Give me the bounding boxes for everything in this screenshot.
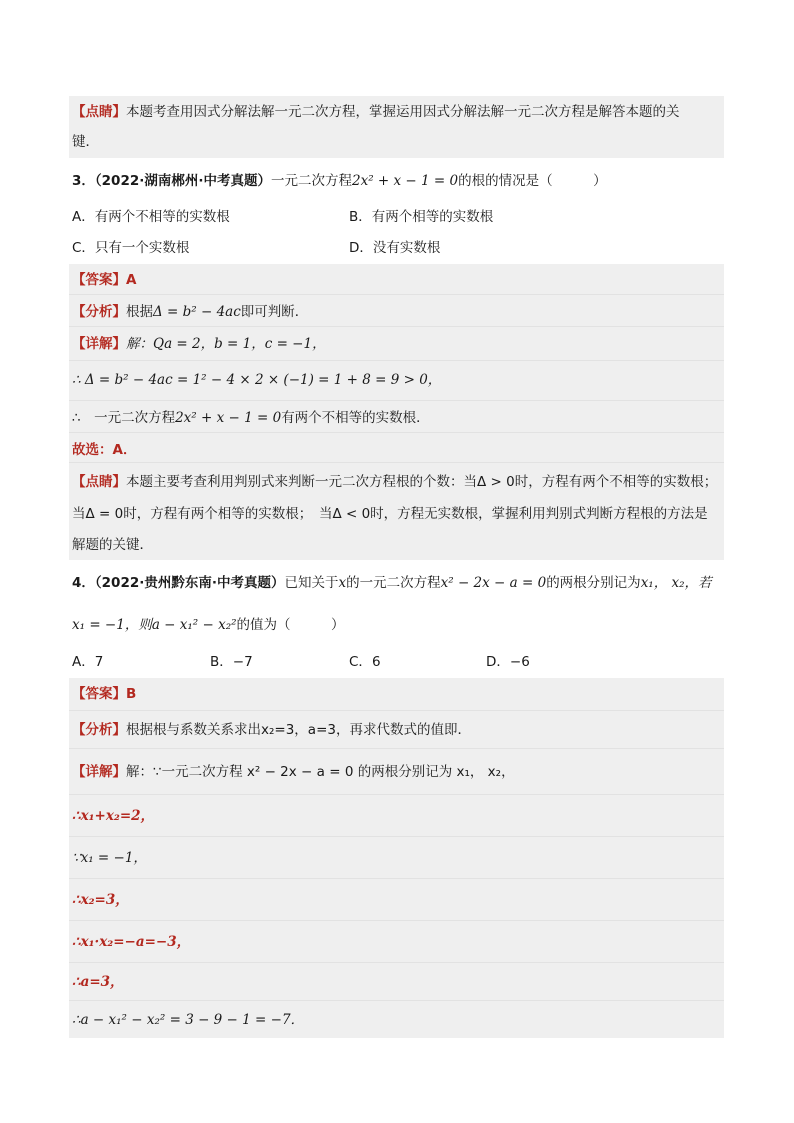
q3-detail-line-1: 【详解】解：Qa = 2，b = 1，c = −1，: [72, 336, 326, 352]
q4-step-1: ∴x₁+x₂=2，: [72, 808, 155, 824]
q4-step-5: ∴a=3，: [72, 974, 124, 990]
q4-step-6: ∴a − x₁² − x₂² = 3 − 9 − 1 = −7．: [72, 1012, 305, 1028]
q3-option-d: D．没有实数根: [349, 240, 441, 256]
question-3-stem: 3．（2022·湖南郴州·中考真题）一元二次方程2x² + x − 1 = 0的根的情况是（ ）: [72, 173, 607, 189]
note-line-1: 【点睛】本题考查用因式分解法解一元二次方程，掌握运用因式分解法解一元二次方程是解答本题的关: [72, 104, 680, 120]
q3-note-line-1: 【点睛】本题主要考查利用判别式来判断一元二次方程根的个数：当Δ > 0时，方程有两个不相等的实数根；: [72, 474, 718, 490]
q3-detail-line-2: ∴ Δ = b² − 4ac = 1² − 4 × 2 × (−1) = 1 + 8 = 9 > 0，: [72, 372, 442, 388]
q4-detail-line-1: 【详解】解：∵一元二次方程 x² − 2x − a = 0 的两根分别记为 x₁， x₂，: [72, 764, 515, 780]
q3-option-a: A．有两个不相等的实数根: [72, 209, 230, 225]
q4-option-d: D．−6: [486, 654, 530, 670]
note-tag: 【点睛】: [72, 104, 126, 120]
q3-analysis: 【分析】根据Δ = b² − 4ac即可判断．: [72, 304, 309, 320]
q3-answer: 【答案】A: [72, 272, 137, 288]
q3-option-b: B．有两个相等的实数根: [349, 209, 494, 225]
note-line-2: 键．: [72, 134, 99, 150]
q4-option-c: C．6: [349, 654, 381, 670]
q4-step-4: ∴x₁·x₂=−a=−3，: [72, 934, 191, 950]
question-4-stem-line-2: x₁ = −1，则a − x₁² − x₂²的值为（ ）: [72, 617, 345, 633]
q3-detail-line-3: ∴ 一元二次方程2x² + x − 1 = 0有两个不相等的实数根．: [72, 410, 430, 426]
q4-option-b: B．−7: [210, 654, 253, 670]
q3-option-c: C．只有一个实数根: [72, 240, 190, 256]
q4-answer: 【答案】B: [72, 686, 137, 702]
q4-step-3: ∴x₂=3，: [72, 892, 129, 908]
q4-analysis: 【分析】根据根与系数关系求出x₂=3，a=3，再求代数式的值即．: [72, 722, 471, 738]
question-4-stem-line-1: 4．（2022·贵州黔东南·中考真题）已知关于x的一元二次方程x² − 2x − a = 0的两根分别记为x₁， x₂，若: [72, 575, 712, 591]
q3-note-line-2: 当Δ = 0时，方程有两个相等的实数根； 当Δ < 0时，方程无实数根，掌握利用判别式判断方程根的方法是: [72, 506, 708, 522]
q3-note-line-3: 解题的关键．: [72, 537, 153, 553]
q4-option-a: A．7: [72, 654, 104, 670]
q4-step-2: ∵x₁ = −1，: [72, 850, 147, 866]
q3-choose: 故选：A．: [72, 442, 137, 458]
